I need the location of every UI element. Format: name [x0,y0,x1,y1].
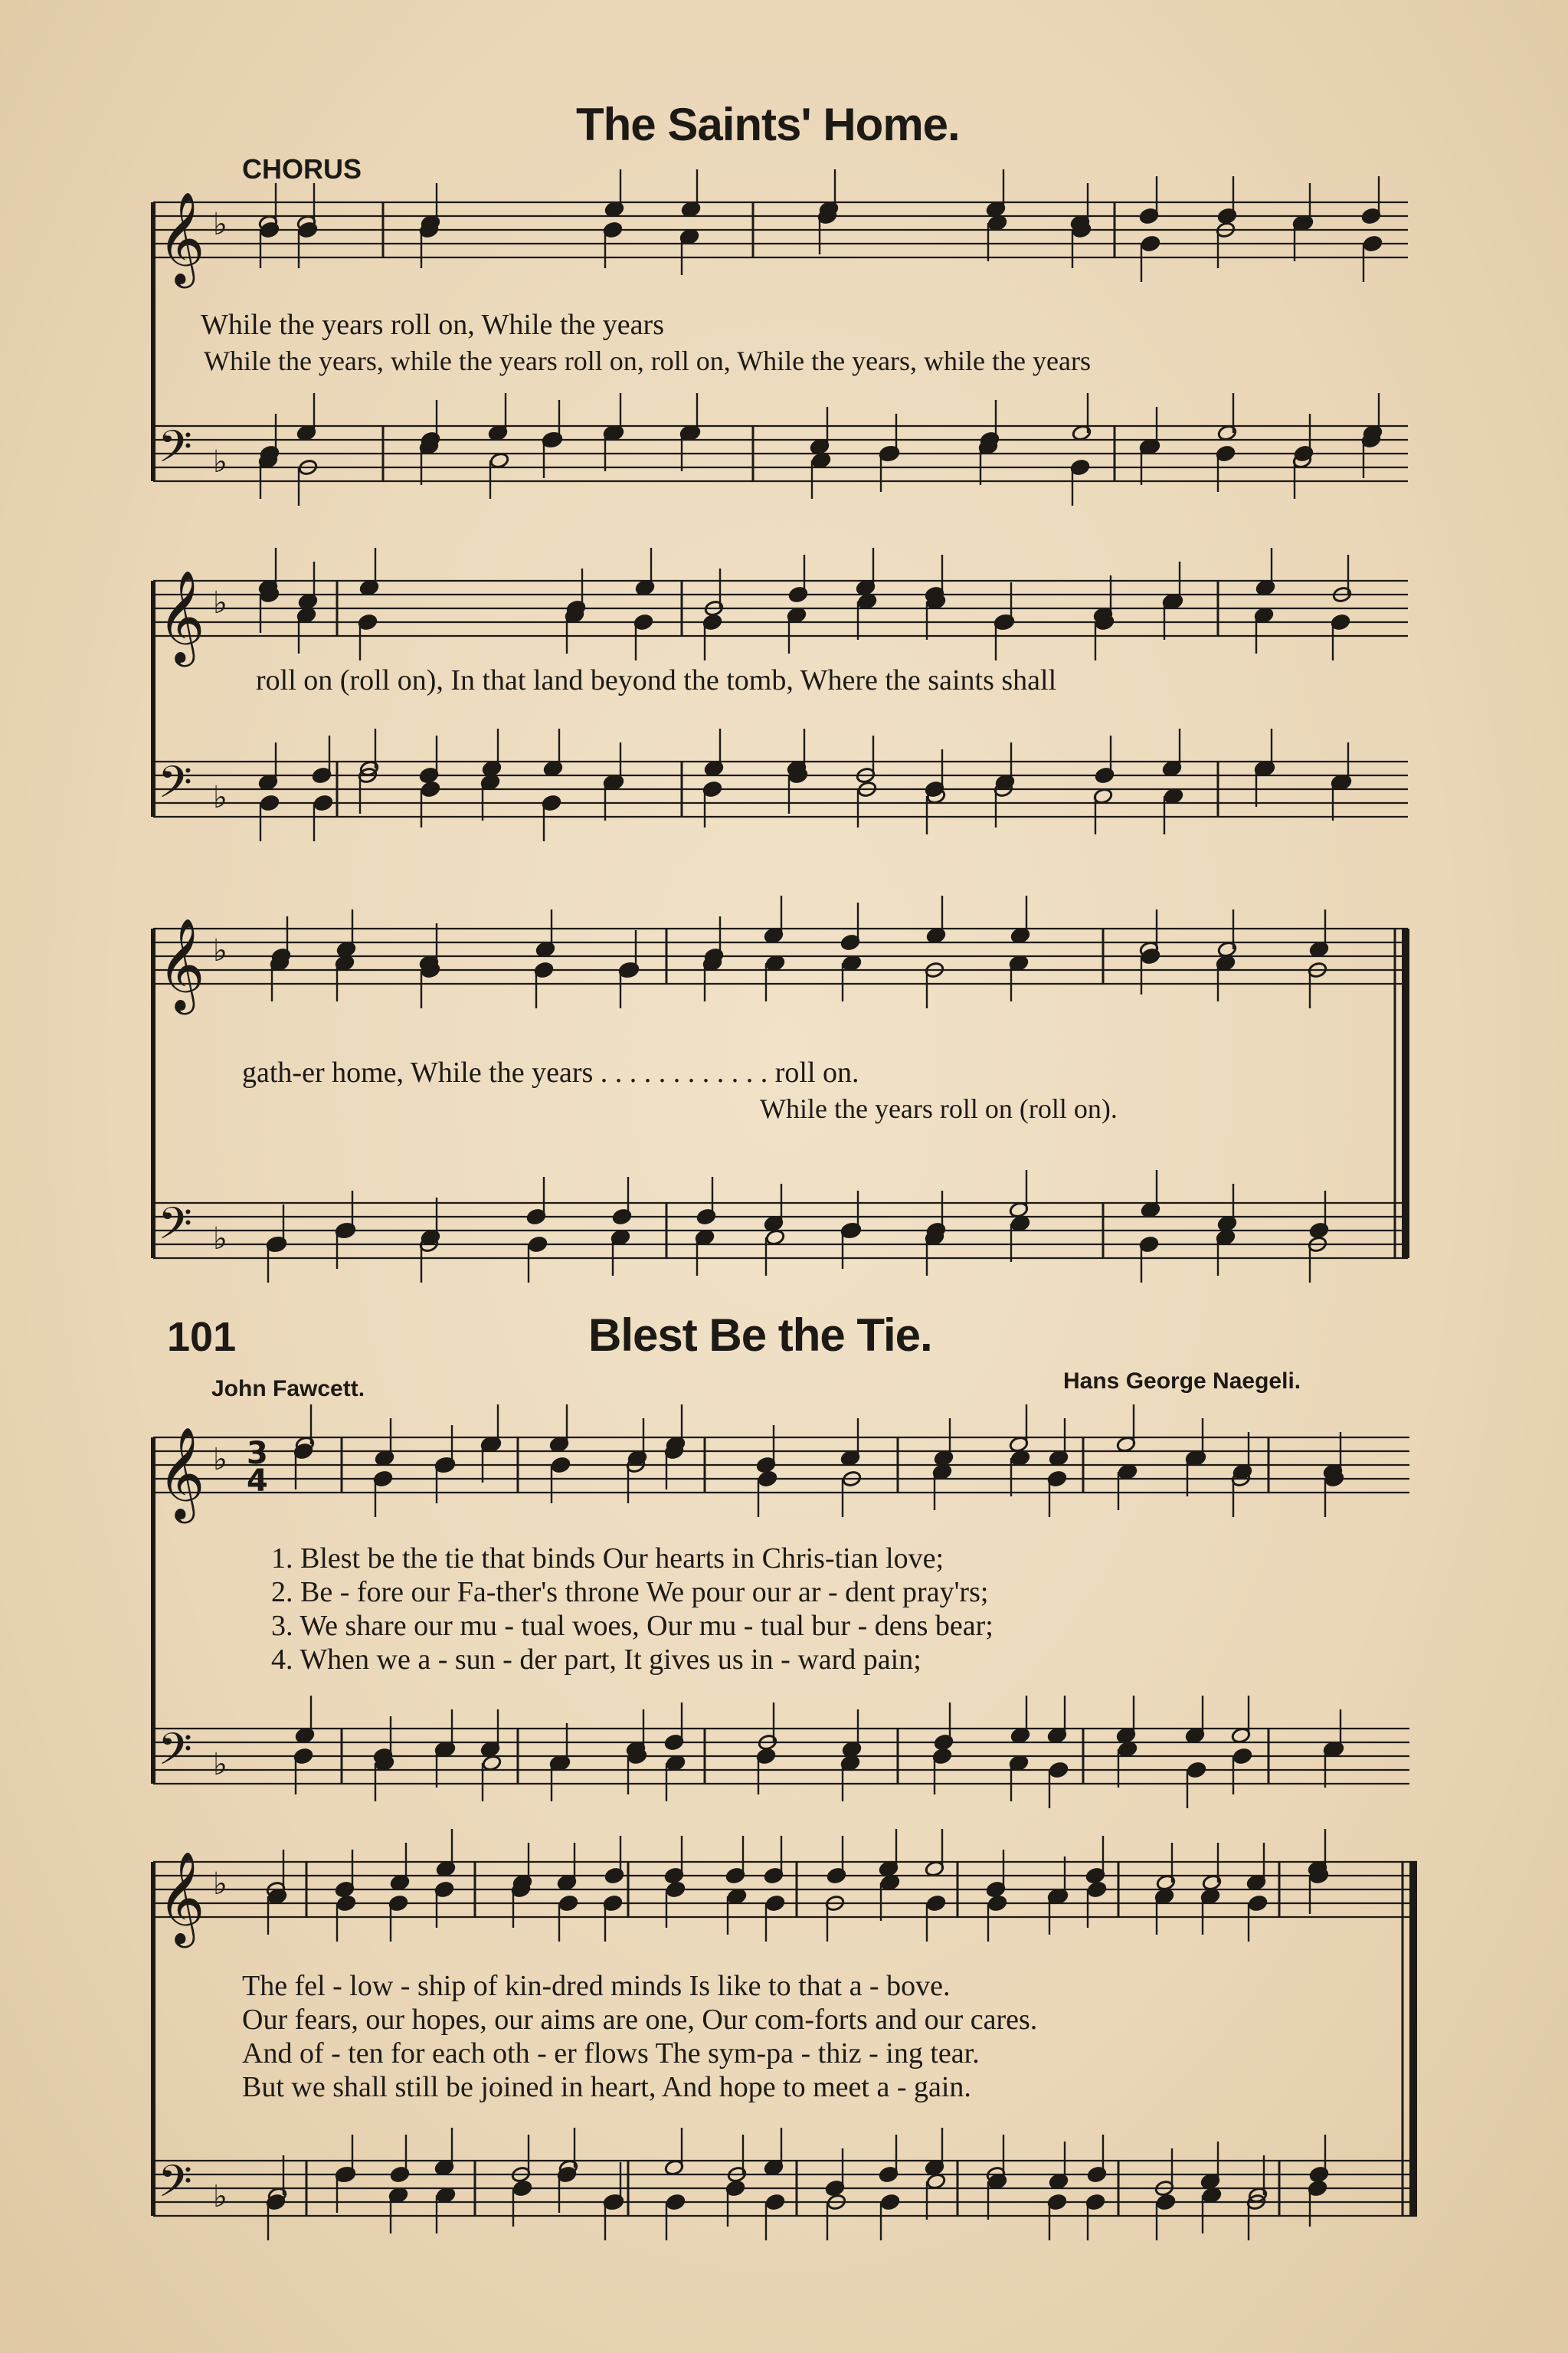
verse-3-line-1: 3. We share our mu - tual woes, Our mu - tual bur - dens bear; [271,1610,994,1642]
verse-1-line-2: The fel - low - ship of kin-dred minds Is like to that a - bove. [242,1970,951,2002]
note-head [1087,1881,1107,1899]
flat-sign-icon: ♭ [213,1866,228,1902]
note-head [880,1874,900,1892]
flat-sign-icon: ♭ [213,2179,228,2214]
note-head [666,1881,686,1899]
note-head [482,1755,502,1772]
note-head [1118,1463,1138,1481]
note-head [1202,2187,1222,2204]
verse-2-line-2: Our fears, our hopes, our aims are one, Our com-forts and our cares. [242,2004,1038,2036]
note-head [260,795,280,812]
time-signature-top: 3 [247,1436,268,1471]
lyric-line: gath-er home, While the years . . . . . . . . . . . . roll on. [242,1057,859,1089]
note-head [926,1895,946,1912]
treble-clef-icon: 𝄞 [158,1426,205,1519]
note-head [558,1895,578,1912]
note-head [336,1895,356,1912]
bass-clef-icon: 𝄢 [158,1723,193,1786]
hymn-number: 101 [167,1314,237,1360]
bass-clef-icon: 𝄢 [158,421,193,483]
note-head [421,781,440,798]
note-head [765,955,785,972]
note-head [1187,1761,1206,1779]
treble-clef-icon: 𝄞 [158,1850,205,1944]
note-head [727,1888,747,1906]
lyric-line: While the years roll on, While the years [201,309,664,341]
note-head [666,2194,686,2211]
note-head [512,2180,532,2197]
time-signature-bottom: 4 [247,1463,268,1499]
note-head [1248,1895,1268,1912]
note-head [489,452,509,470]
hymn-title: Blest Be the Tie. [588,1309,932,1361]
lyric-line: While the years, while the years roll on, roll on, While the years, while the years [204,346,1091,376]
note-head [1164,788,1183,805]
note-head [880,2194,900,2211]
note-head [1118,1741,1138,1758]
flat-sign-icon: ♭ [213,1442,228,1477]
composer-credit: Hans George Naegeli. [1063,1368,1301,1394]
verse-4-line-1: 4. When we a - sun - der part, It gives us in - ward pain; [271,1643,921,1676]
note-head [1049,1761,1069,1779]
flat-sign-icon: ♭ [213,444,228,480]
flat-sign-icon: ♭ [213,585,228,621]
note-head [765,2194,785,2211]
verse-1-line-1: 1. Blest be the tie that binds Our hearts in Chris-tian love; [271,1542,944,1575]
flat-sign-icon: ♭ [213,933,228,968]
note-head [926,2173,946,2191]
note-head [758,1470,777,1488]
note-head [313,795,333,812]
note-head [1010,1450,1030,1467]
bass-clef-icon: 𝄢 [158,756,193,819]
verse-4-line-2: But we shall still be joined in heart, And hope to meet a - gain. [242,2071,971,2103]
lyric-line: While the years roll on (roll on). [760,1093,1118,1124]
note-head [436,2187,456,2204]
lyric-line: roll on (roll on), In that land beyond the tomb, Where the saints shall [256,664,1057,696]
note-head [857,593,877,611]
treble-clef-icon: 𝄞 [158,191,205,284]
note-head [528,1236,548,1254]
note-head [551,1457,571,1474]
bass-clef-icon: 𝄢 [158,1198,193,1260]
note-head [765,1895,785,1912]
note-head [1232,1748,1252,1765]
flat-sign-icon: ♭ [213,1221,228,1257]
verse-3-line-2: And of - ten for each oth - er flows The sym-pa - thiz - ing tear. [242,2037,980,2070]
note-head [666,1755,686,1772]
note-head [765,1229,785,1247]
note-head [1363,235,1383,253]
bass-clef-icon: 𝄢 [158,2155,193,2218]
flat-sign-icon: ♭ [213,207,228,242]
note-head [842,955,862,972]
note-head [811,452,831,470]
note-head [1156,2194,1176,2211]
author-credit: John Fawcett. [211,1376,365,1401]
note-head [987,1895,1007,1912]
flat-sign-icon: ♭ [213,1747,228,1782]
note-head [1141,235,1160,253]
treble-clef-icon: 𝄞 [158,917,205,1011]
note-head [1010,1215,1030,1233]
hymn-title: The Saints' Home. [576,99,960,150]
flat-sign-icon: ♭ [213,780,228,815]
chorus-label: CHORUS [242,153,362,185]
verse-2-line-1: 2. Be - fore our Fa-ther's throne We pour our ar - dent pray'rs; [271,1576,989,1608]
note-head [987,215,1007,232]
treble-clef-icon: 𝄞 [158,569,205,663]
